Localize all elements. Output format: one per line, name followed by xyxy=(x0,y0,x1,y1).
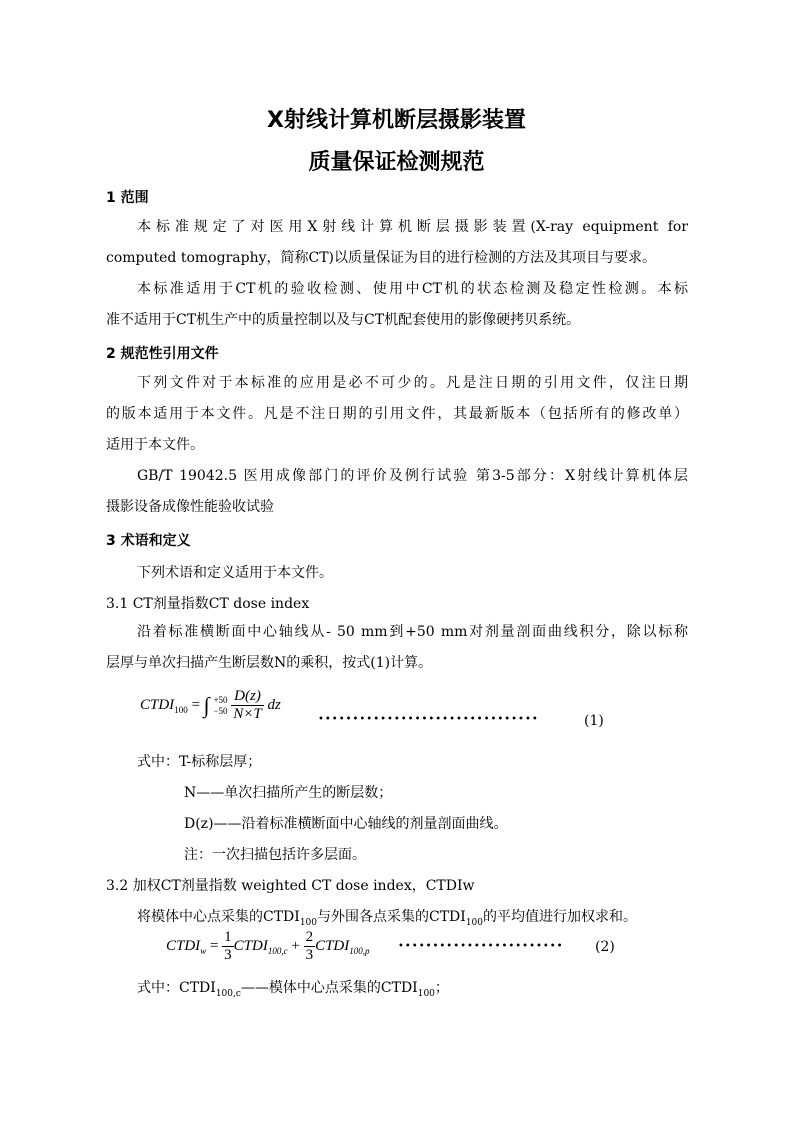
eq1-upper-limit: +50 xyxy=(213,694,228,705)
where-1-note: 注：一次扫描包括许多层面。 xyxy=(184,847,366,863)
eq2-leader-dots: •••••••••••••••••••••••• xyxy=(398,941,564,952)
eq2-fraction-2 xyxy=(304,929,316,964)
eq2-f1-den: 3 xyxy=(224,947,232,963)
eq2-f2-den: 3 xyxy=(305,947,314,963)
where-1-d: D(z)——沿着标准横断面中心轴线的剂量剖面曲线。 xyxy=(184,816,508,832)
eq2-lhs: CTDI xyxy=(166,937,201,954)
eq1-numerator: D(z) xyxy=(231,688,263,706)
where-1-n: N——单次扫描所产生的断层数； xyxy=(184,785,393,801)
section-3-paragraph: 下列术语和定义适用于本文件。 xyxy=(137,565,333,581)
text-run: 的平均值进行加权求和。 xyxy=(483,909,637,925)
subscript: 100 xyxy=(465,917,483,928)
title-line-1: X射线计算机断层摄影装置 xyxy=(267,108,526,133)
paragraph-line: 适用于本文件。 xyxy=(106,437,204,453)
paragraph-line: computed tomography，简称CT)以质量保证为目的进行检测的方法及其项目与要求。 xyxy=(106,250,657,266)
section-1-paragraph-2 xyxy=(106,274,688,336)
section-3-1-paragraph xyxy=(106,617,688,679)
paragraph-line: 摄影设备成像性能验收试验 xyxy=(106,499,274,515)
eq1-lower-limit: −50 xyxy=(213,705,228,716)
paragraph-line: 的版本适用于本文件。凡是不注日期的引用文件，其最新版本（包括所有的修改单） xyxy=(106,406,688,422)
section-2-paragraph-1 xyxy=(106,368,688,461)
eq1-number: (1) xyxy=(584,713,604,729)
eq2-fraction-1 xyxy=(222,929,234,964)
text-run: 与外围各点采集的CTDI xyxy=(317,909,466,925)
eq1-lhs: CTDI xyxy=(140,696,175,713)
section-3-1-heading: 3.1 CT剂量指数CT dose index xyxy=(106,596,310,612)
section-1-paragraph-1 xyxy=(106,212,688,274)
section-1-heading: 1 范围 xyxy=(106,190,149,206)
subscript: 100 xyxy=(417,988,435,999)
equation-1: $CTDI_{100}$ = ∫ +50 −50 $\frac{D(z)}{N\times T}$ dz xyxy=(140,688,281,722)
text-run: 式中：CTDI xyxy=(137,980,216,996)
text-run: ——模体中心点采集的CTDI xyxy=(240,980,418,996)
paragraph-line: 准不适用于CT机生产中的质量控制以及与CT机配套使用的影像硬拷贝系统。 xyxy=(106,312,581,328)
section-3-heading: 3 术语和定义 xyxy=(106,533,191,549)
title-line-2: 质量保证检测规范 xyxy=(308,150,485,175)
paragraph-line: 沿着标准横断面中心轴线从- 50 mm到+50 mm对剂量剖面曲线积分，除以标称 xyxy=(137,624,688,640)
eq2-term-2-sub: 100,p xyxy=(349,945,370,956)
eq1-denominator: N×T xyxy=(233,706,262,722)
eq1-leader-dots: •••••••••••••••••••••••••••••••• xyxy=(318,714,539,725)
section-2-heading: 2 规范性引用文件 xyxy=(106,346,219,362)
paragraph-line: 本标准适用于CT机的验收检测、使用中CT机的状态检测及稳定性检测。本标 xyxy=(137,281,688,297)
subscript: 100,c xyxy=(215,988,241,999)
where-1: 式中：T-标称层厚； xyxy=(137,754,262,770)
paragraph-line: 下列文件对于本标准的应用是必不可少的。凡是注日期的引用文件，仅注日期 xyxy=(137,375,688,391)
equation-2: $CTDI_w$ = $\frac{1}{3}$ $CTDI_{100,c}$ + $\frac{2}{3}$ $CTDI_{100,p}$ xyxy=(166,929,370,963)
section-3-2-paragraph xyxy=(137,906,637,928)
paragraph-line: 本标准规定了对医用X射线计算机断层摄影装置(X-ray equipment for xyxy=(137,219,688,235)
integral-limits xyxy=(213,695,227,717)
eq2-f2-num: 2 xyxy=(305,929,314,945)
eq2-term-2: CTDI xyxy=(315,937,350,954)
subscript: 100 xyxy=(299,917,317,928)
eq2-term-1: CTDI xyxy=(233,937,268,954)
paragraph-line: 层厚与单次扫描产生断层数N的乘积，按式(1)计算。 xyxy=(106,655,433,671)
eq2-term-1-sub: 100,c xyxy=(267,945,288,956)
eq2-f1-num: 1 xyxy=(224,929,232,945)
section-2-paragraph-2 xyxy=(106,461,688,523)
text-run: 将模体中心点采集的CTDI xyxy=(137,909,300,925)
where-2 xyxy=(137,977,449,999)
eq2-number: (2) xyxy=(595,939,615,955)
eq1-lhs-sub: 100 xyxy=(174,704,188,715)
text-run: ； xyxy=(434,980,449,996)
paragraph-line: GB/T 19042.5 医用成像部门的评价及例行试验 第3-5部分：X射线计算机体层 xyxy=(137,468,688,484)
eq2-lhs-sub: w xyxy=(200,945,207,956)
eq1-dz: dz xyxy=(267,696,281,713)
eq1-fraction xyxy=(231,688,263,723)
integral-sign: ∫ xyxy=(203,692,210,718)
section-3-2-heading: 3.2 加权CT剂量指数 weighted CT dose index，CTDIw xyxy=(106,878,475,894)
